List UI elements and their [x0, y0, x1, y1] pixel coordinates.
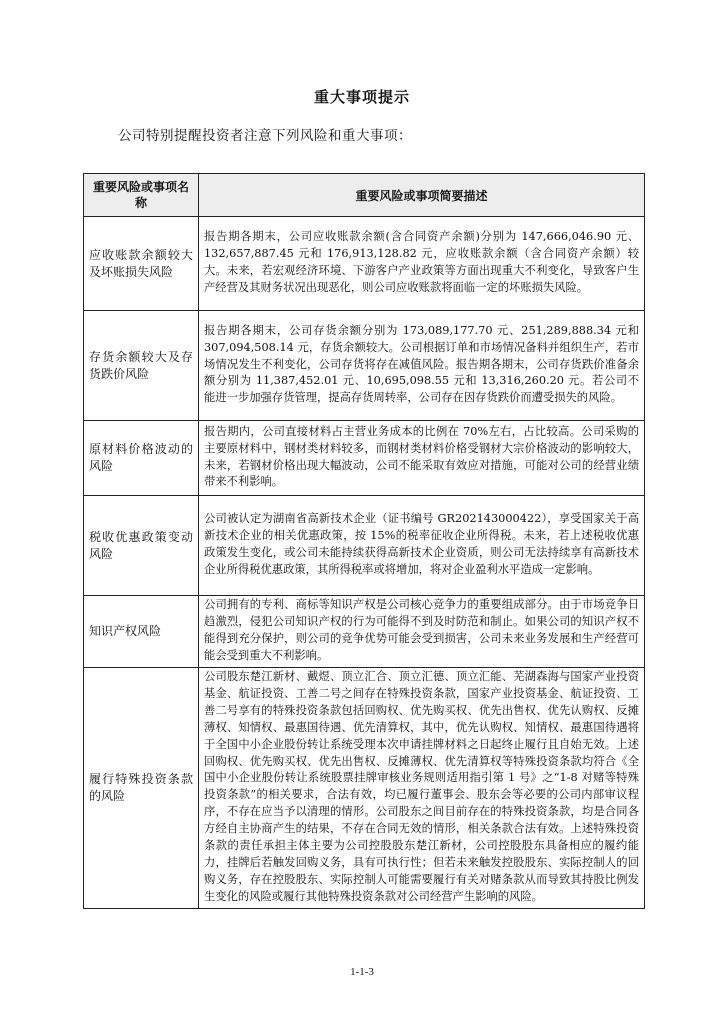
- risk-name: 应收账款余额较大及坏账损失风险: [84, 217, 199, 311]
- table-row: [84, 496, 645, 596]
- risk-name: 税收优惠政策变动风险: [84, 496, 199, 596]
- risk-description: 报告期各期末，公司应收账款余额(含合同资产余额)分别为 147,666,046.90 元、132,657,887.45 元和 176,913,128.82 元，应收账款余额（含合同资产余额）较大。未来，若宏观经济环境、下游客户产业政策等方面出现重大不利变化，导致客户生产经营及其财务状况出现恶化，则公司应收账款将面临一定的坏账损失风险。: [199, 217, 645, 311]
- header-risk-description: 重要风险或事项简要描述: [199, 174, 645, 217]
- risk-description: 公司拥有的专利、商标等知识产权是公司核心竞争力的重要组成部分。由于市场竞争日趋激烈，侵犯公司知识产权的行为可能得不到及时防范和制止。如果公司的知识产权不能得到充分保护，则公司的竞争优势可能会受到损害，公司未来业务发展和生产经营可能会受到重大不利影响。: [199, 596, 645, 668]
- table-row: [84, 421, 645, 496]
- risk-name: 履行特殊投资条款的风险: [84, 668, 199, 909]
- table-row: [84, 596, 645, 668]
- page-number: 1-1-3: [350, 966, 374, 978]
- risk-name: 存货余额较大及存货跌价风险: [84, 311, 199, 421]
- risk-name: 知识产权风险: [84, 596, 199, 668]
- table-row: [84, 668, 645, 909]
- risk-description: 报告期内，公司直接材料占主营业务成本的比例在 70%左右，占比较高。公司采购的主要原材料中，钢材类材料较多，而钢材类材料价格受钢材大宗价格波动的影响较大，未来，若钢材价格出现大幅波动，公司不能采取有效应对措施，可能对公司的经营业绩带来不利影响。: [199, 421, 645, 496]
- table-header-row: [84, 174, 645, 217]
- risk-table: [83, 173, 645, 909]
- table-row: [84, 311, 645, 421]
- risk-name: 原材料价格波动的风险: [84, 421, 199, 496]
- header-risk-name: 重要风险或事项名称: [84, 174, 199, 217]
- intro-paragraph: 公司特别提醒投资者注意下列风险和重大事项：: [118, 128, 412, 144]
- table-row: [84, 217, 645, 311]
- risk-description: 公司被认定为湖南省高新技术企业（证书编号 GR202143000422），享受国家关于高新技术企业的相关优惠政策，按 15%的税率征收企业所得税。未来，若上述税收优惠政策发生变化，或公司未能持续获得高新技术企业资质，则公司无法持续享有高新技术企业所得税优惠政策，其所得税率或将增加，将对企业盈利水平造成一定影响。: [199, 496, 645, 596]
- risk-description: 报告期各期末，公司存货余额分别为 173,089,177.70 元、251,289,888.34 元和 307,094,508.14 元，存货余额较大。公司根据订单和市场情况备料并组织生产，若市场情况发生不利变化，公司存货将存在减值风险。报告期各期末，公司存货跌价准备余额分别为 11,387,452.01 元、10,695,098.55 元和 13,316,260.20 元。若公司不能进一步加强存货管理，提高存货周转率，公司存在因存货跌价而遭受损失的风险。: [199, 311, 645, 421]
- risk-description: 公司股东楚江新材、戴煜、顶立汇合、顶立汇德、顶立汇能、芜湖森海与国家产业投资基金、航证投资、工善二号之间存在特殊投资条款，国家产业投资基金、航证投资、工善二号享有的特殊投资条款包括回购权、优先购买权、优先出售权、优先认购权、反摊薄权、知情权、最惠国待遇、优先清算权，其中，优先认购权、知情权、最惠国待遇将于全国中小企业股份转让系统受理本次申请挂牌材料之日起终止履行且自始无效。上述回购权、优先购买权、优先出售权、反摊薄权、优先清算权等特殊投资条款均符合《全国中小企业股份转让系统股票挂牌审核业务规则适用指引第 1 号》之“1-8 对赌等特殊投资条款”的相关要求，合法有效，均已履行董事会、股东会等必要的公司内部审议程序，不存在应当予以清理的情形。公司股东之间目前存在的特殊投资条款，均是合同各方经自主协商产生的结果，不存在合同无效的情形，相关条款合法有效。上述特殊投资条款的责任承担主体主要为公司控股股东楚江新材，公司控股股东具备相应的履约能力，挂牌后若触发回购义务，具有可执行性；但若未来触发控股股东、实际控制人的回购义务，存在控股股东、实际控制人可能需要履行有关对赌条款从而导致其持股比例发生变化的风险或履行其他特殊投资条款对公司经营产生影响的风险。: [199, 668, 645, 909]
- page-title: 重大事项提示: [313, 88, 410, 106]
